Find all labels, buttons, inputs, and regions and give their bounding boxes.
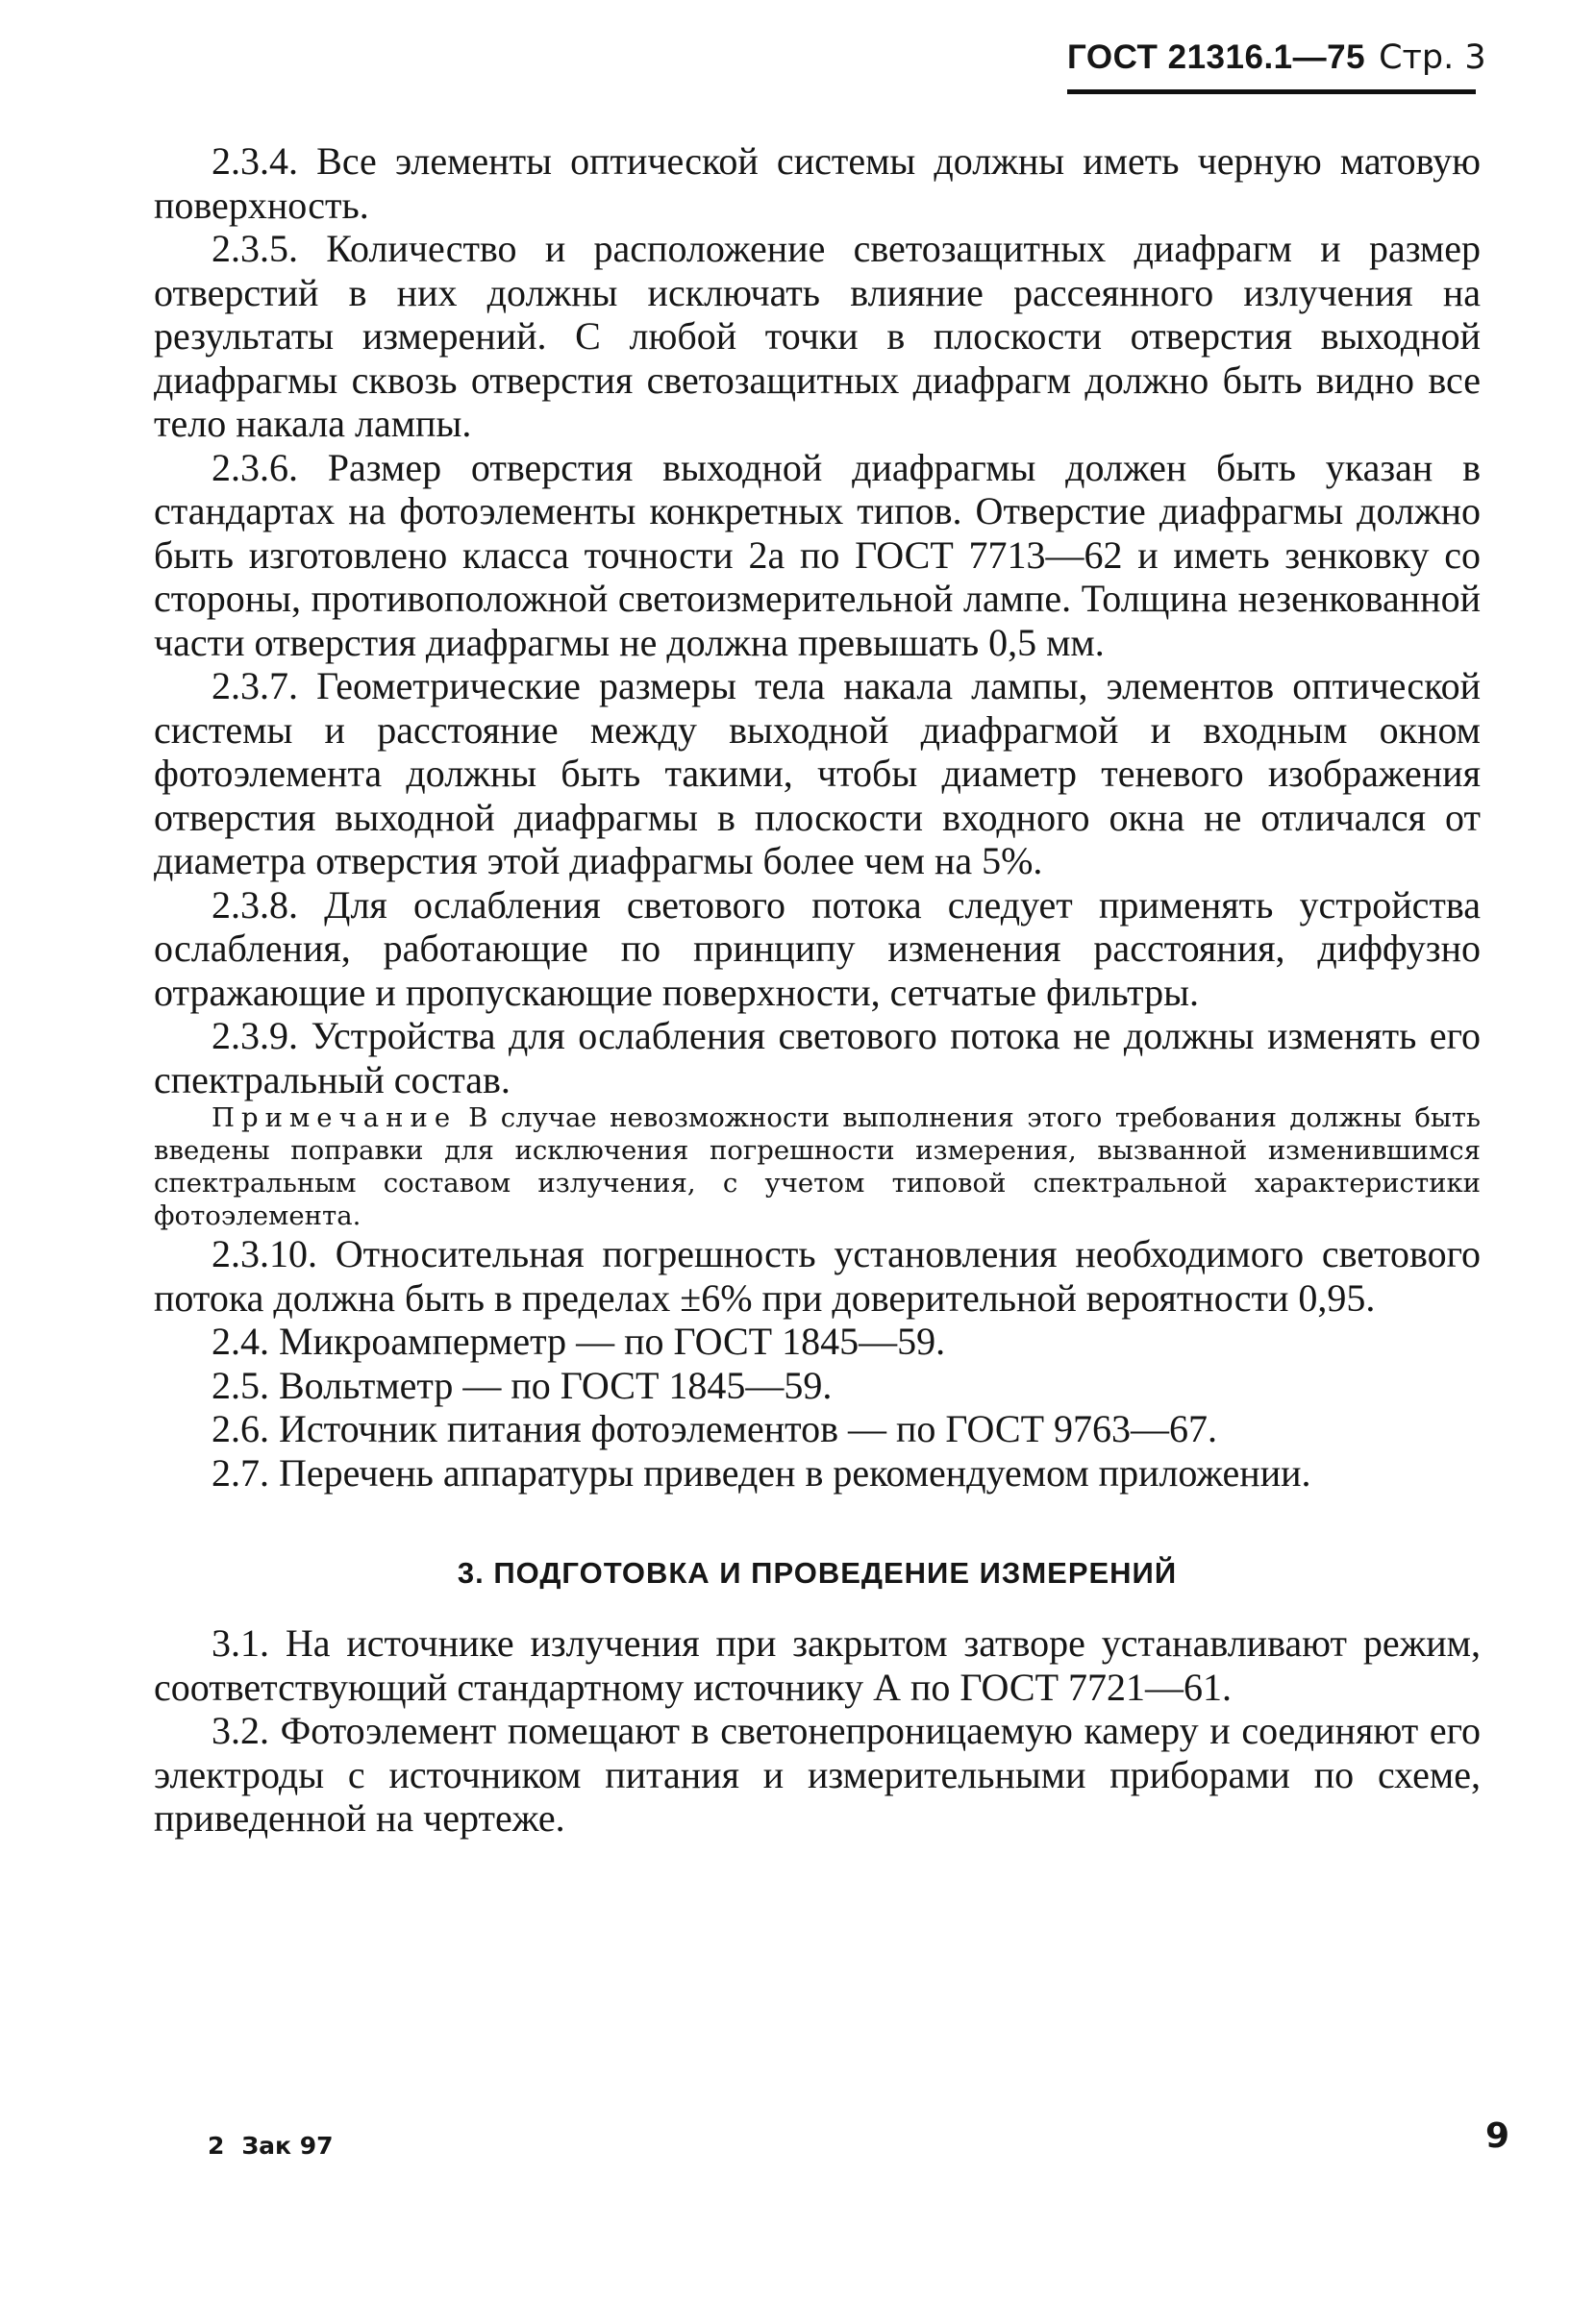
order-number: Зак 97: [241, 2132, 334, 2160]
paragraph-2-3-7: 2.3.7. Геометрические размеры тела накала лампы, элементов оптической системы и расстояние между выходной диафрагмой и входным окном фотоэлемента должны быть такими, чтобы диаметр теневого изображения отверстия выходной диафрагмы в плоскости входного окна не отличался от диаметра отверстия этой диафрагмы более чем на 5%.: [154, 664, 1481, 882]
signature-mark: 2: [208, 2132, 225, 2160]
page-label: Стр. 3: [1379, 38, 1486, 77]
header-rule: [1067, 89, 1476, 94]
page-number: 9: [1485, 2116, 1510, 2156]
paragraph-2-6: 2.6. Источник питания фотоэлементов — по ГОСТ 9763—67.: [212, 1407, 1217, 1450]
paragraph-2-5: 2.5. Вольтметр — по ГОСТ 1845—59.: [212, 1363, 833, 1407]
note-label: Примечание: [212, 1102, 458, 1133]
paragraph-2-3-9: 2.3.9. Устройства для ослабления светового потока не должны изменять его спектральный состав.: [154, 1014, 1481, 1101]
note: [154, 1101, 1481, 1232]
paragraph-2-7: 2.7. Перечень аппаратуры приведен в рекомендуемом приложении.: [212, 1450, 1311, 1495]
paragraph-2-3-4: 2.3.4. Все элементы оптической системы должны иметь черную матовую поверхность.: [154, 139, 1481, 227]
paragraph-3-2: 3.2. Фотоэлемент помещают в светонепроницаемую камеру и соединяют его электроды с источником питания и измерительными приборами по схеме, приведенной на чертеже.: [154, 1709, 1481, 1840]
body-text: [154, 139, 1481, 1841]
standard-number: ГОСТ 21316.1—75: [1067, 38, 1366, 76]
paragraph-2-3-5: 2.3.5. Количество и расположение светозащитных диафрагм и размер отверстий в них должны исключать влияние рассеянного излучения на результаты измерений. С любой точки в плоскости отверстия выходной диафрагмы сквозь отверстия светозащитных диафрагм должно быть видно все тело накала лампы.: [154, 227, 1481, 445]
paragraph-2-3-10: 2.3.10. Относительная погрешность установления необходимого светового потока должна быть в пределах ±6% при доверительной вероятности 0,95.: [154, 1232, 1481, 1320]
paragraph-3-1: 3.1. На источнике излучения при закрытом затворе устанавливают режим, соответствующий стандартному источнику А по ГОСТ 7721—61.: [154, 1621, 1481, 1709]
paragraph-2-4: 2.4. Микроамперметр — по ГОСТ 1845—59.: [212, 1320, 946, 1363]
paragraph-2-3-8: 2.3.8. Для ослабления светового потока следует применять устройства ослабления, работающие по принципу изменения расстояния, диффузно отражающие и пропускающие поверхности, сетчатые фильтры.: [154, 882, 1481, 1014]
section-title: 3. ПОДГОТОВКА И ПРОВЕДЕНИЕ ИЗМЕРЕНИЙ: [457, 1556, 1178, 1590]
print-signature: [208, 2132, 334, 2160]
running-header: [1067, 38, 1486, 96]
note-text: В случае невозможности выполнения этого требования должны быть введены поправки для исключения погрешности измерения, вызванной изменившимся спектральным составом излучения, с учетом типовой спектральной характеристики фотоэлемента.: [154, 1102, 1481, 1231]
paragraph-2-3-6: 2.3.6. Размер отверстия выходной диафрагмы должен быть указан в стандартах на фотоэлементы конкретных типов. Отверстие диафрагмы должно быть изготовлено класса точности 2а по ГОСТ 7713—62 и иметь зенковку со стороны, противоположной светоизмерительной лампе. Толщина незенкованной части отверстия диафрагмы не должна превышать 0,5 мм.: [154, 445, 1481, 664]
